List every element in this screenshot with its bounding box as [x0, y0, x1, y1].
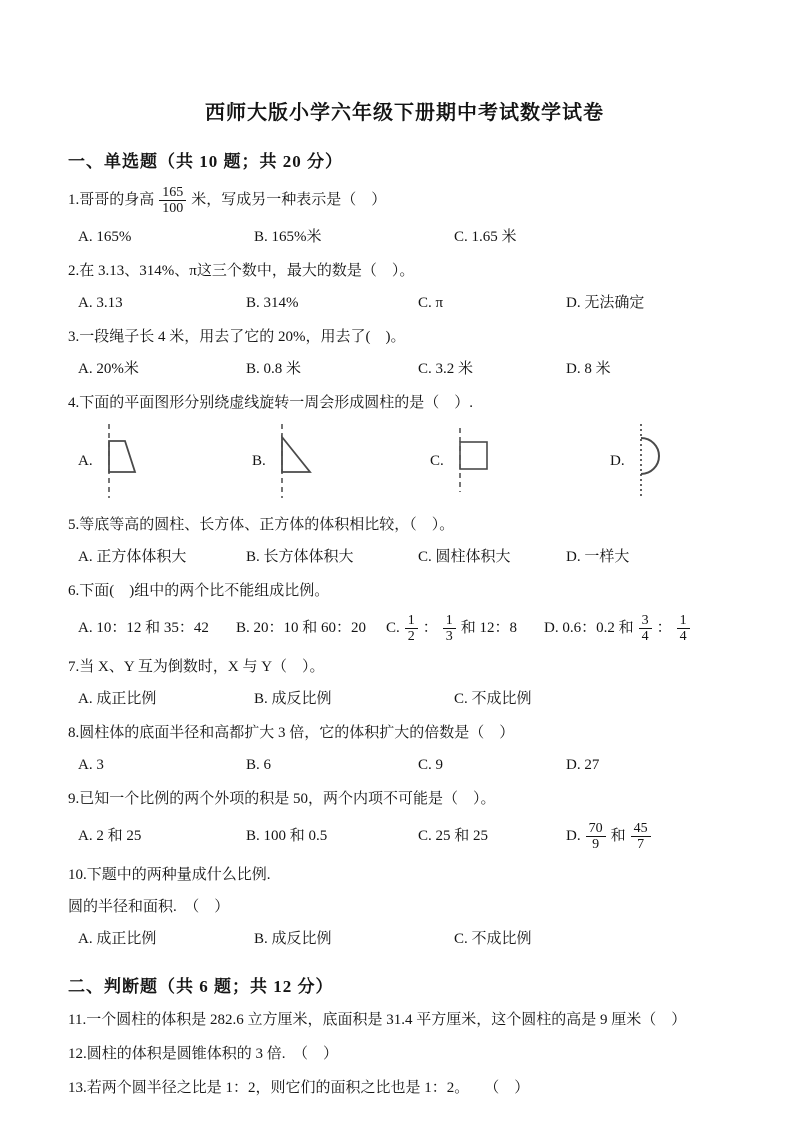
fraction-1-2: $\frac{1}{2}$	[405, 613, 418, 644]
option-a: A. 3	[78, 757, 104, 773]
fraction-45-7: $\frac{45}{7}$	[631, 821, 651, 852]
figure-c-label: C.	[430, 452, 444, 469]
figure-d-label: D.	[610, 452, 625, 469]
option-b: B. 6	[246, 757, 272, 773]
option-c: C. 圆柱体积大	[418, 549, 511, 565]
option-b: B. 0.8 米	[246, 361, 302, 377]
option-b: B. 成反比例	[254, 931, 332, 947]
page-title: 西师大版小学六年级下册期中考试数学试卷	[205, 102, 604, 124]
figure-option-a	[78, 420, 252, 502]
figure-b-label: B.	[252, 452, 266, 469]
section-1-heading: 一、单选题（共 10 题；共 20 分）	[68, 152, 343, 171]
fraction-70-9: $\frac{70}{9}$	[586, 821, 606, 852]
question-8-options	[68, 755, 741, 776]
question-4-text: 4.下面的平面图形分别绕虚线旋转一周会形成圆柱的是（ ）.	[68, 395, 474, 411]
fraction-165-100: $\frac{165}{100}$	[159, 185, 186, 216]
option-c: C. π	[418, 295, 444, 311]
fraction-1-4: $\frac{1}{4}$	[677, 613, 690, 644]
figure-option-c	[430, 420, 610, 502]
rectangle-figure	[446, 420, 506, 502]
question-13-text: 13.若两个圆半径之比是 1：2，则它们的面积之比也是 1：2。 （ ）	[68, 1080, 530, 1096]
figure-a-label: A.	[78, 452, 93, 469]
question-5-options	[68, 547, 741, 568]
question-2-options	[68, 293, 741, 314]
option-a: A. 10：12 和 35：42	[78, 620, 209, 636]
option-a: A. 165%	[78, 229, 132, 245]
option-c: C. 1.65 米	[454, 229, 517, 245]
question-6-options	[68, 613, 741, 644]
question-1-post: 米，写成另一种表示是（ ）	[191, 192, 387, 208]
option-d: D. 0.6：0.2 和 $\frac{3}{4}$ ： $\frac{1}{4}$	[544, 613, 741, 644]
option-d: D. 无法确定	[566, 295, 645, 311]
question-3-text: 3.一段绳子长 4 米，用去了它的 20%，用去了( )。	[68, 329, 406, 345]
question-2-text: 2.在 3.13、314%、π这三个数中，最大的数是（ ）。	[68, 263, 415, 279]
question-7-text: 7.当 X、Y 互为倒数时，X 与 Y（ ）。	[68, 659, 325, 675]
option-d: D. 27	[566, 757, 600, 773]
fraction-1-3: $\frac{1}{3}$	[443, 613, 456, 644]
option-d: D. $\frac{70}{9}$ 和 $\frac{45}{7}$	[566, 821, 741, 852]
question-8-text: 8.圆柱体的底面半径和高都扩大 3 倍，它的体积扩大的倍数是（ ）	[68, 725, 515, 741]
option-a: A. 20%米	[78, 361, 139, 377]
option-a: A. 正方体体积大	[78, 549, 187, 565]
option-c: C. 3.2 米	[418, 361, 474, 377]
question-3-options	[68, 359, 741, 380]
option-b: B. 20：10 和 60：20	[236, 620, 367, 636]
question-6-text: 6.下面( )组中的两个比不能组成比例。	[68, 583, 330, 599]
fraction-3-4: $\frac{3}{4}$	[639, 613, 652, 644]
option-a: A. 成正比例	[78, 931, 157, 947]
option-b: B. 长方体体积大	[246, 549, 354, 565]
option-b: B. 100 和 0.5	[246, 828, 328, 844]
option-c: C. 9	[418, 757, 444, 773]
trapezoid-figure	[95, 420, 155, 502]
question-5-text: 5.等底等高的圆柱、长方体、正方体的体积相比较，（ ）。	[68, 517, 455, 533]
question-10-line2: 圆的半径和面积. （ ）	[68, 899, 230, 915]
question-7-options	[68, 689, 741, 710]
section-2-heading: 二、判断题（共 6 题；共 12 分）	[68, 977, 334, 996]
semicircle-figure	[627, 420, 687, 502]
option-c: C. 25 和 25	[418, 828, 489, 844]
question-9-text: 9.已知一个比例的两个外项的积是 50，两个内项不可能是（ ）。	[68, 791, 496, 807]
option-b: B. 成反比例	[254, 691, 332, 707]
question-9-options	[68, 821, 741, 852]
question-10-options	[68, 929, 741, 950]
question-1-text	[68, 185, 741, 216]
figure-option-b	[252, 420, 430, 502]
question-1-options	[68, 227, 741, 248]
option-c: C. 不成比例	[454, 931, 532, 947]
option-b: B. 314%	[246, 295, 299, 311]
option-d: D. 8 米	[566, 361, 611, 377]
right-triangle-figure	[268, 420, 328, 502]
question-12-text: 12.圆柱的体积是圆锥体积的 3 倍. （ ）	[68, 1046, 339, 1062]
option-a: A. 2 和 25	[78, 828, 142, 844]
option-a: A. 3.13	[78, 295, 123, 311]
figure-option-d	[610, 420, 741, 502]
option-d: D. 一样大	[566, 549, 630, 565]
option-b: B. 165%米	[254, 229, 322, 245]
option-a: A. 成正比例	[78, 691, 157, 707]
option-c: C. $\frac{1}{2}$ ： $\frac{1}{3}$ 和 12：8	[386, 613, 518, 644]
question-11-text: 11.一个圆柱的体积是 282.6 立方厘米，底面积是 31.4 平方厘米，这个圆柱的高是 9 厘米（ ）	[68, 1012, 687, 1028]
question-10-text: 10.下题中的两种量成什么比例.	[68, 867, 271, 883]
question-4-figures	[68, 420, 741, 502]
question-1-pre: 1.哥哥的身高	[68, 192, 155, 208]
option-c: C. 不成比例	[454, 691, 532, 707]
